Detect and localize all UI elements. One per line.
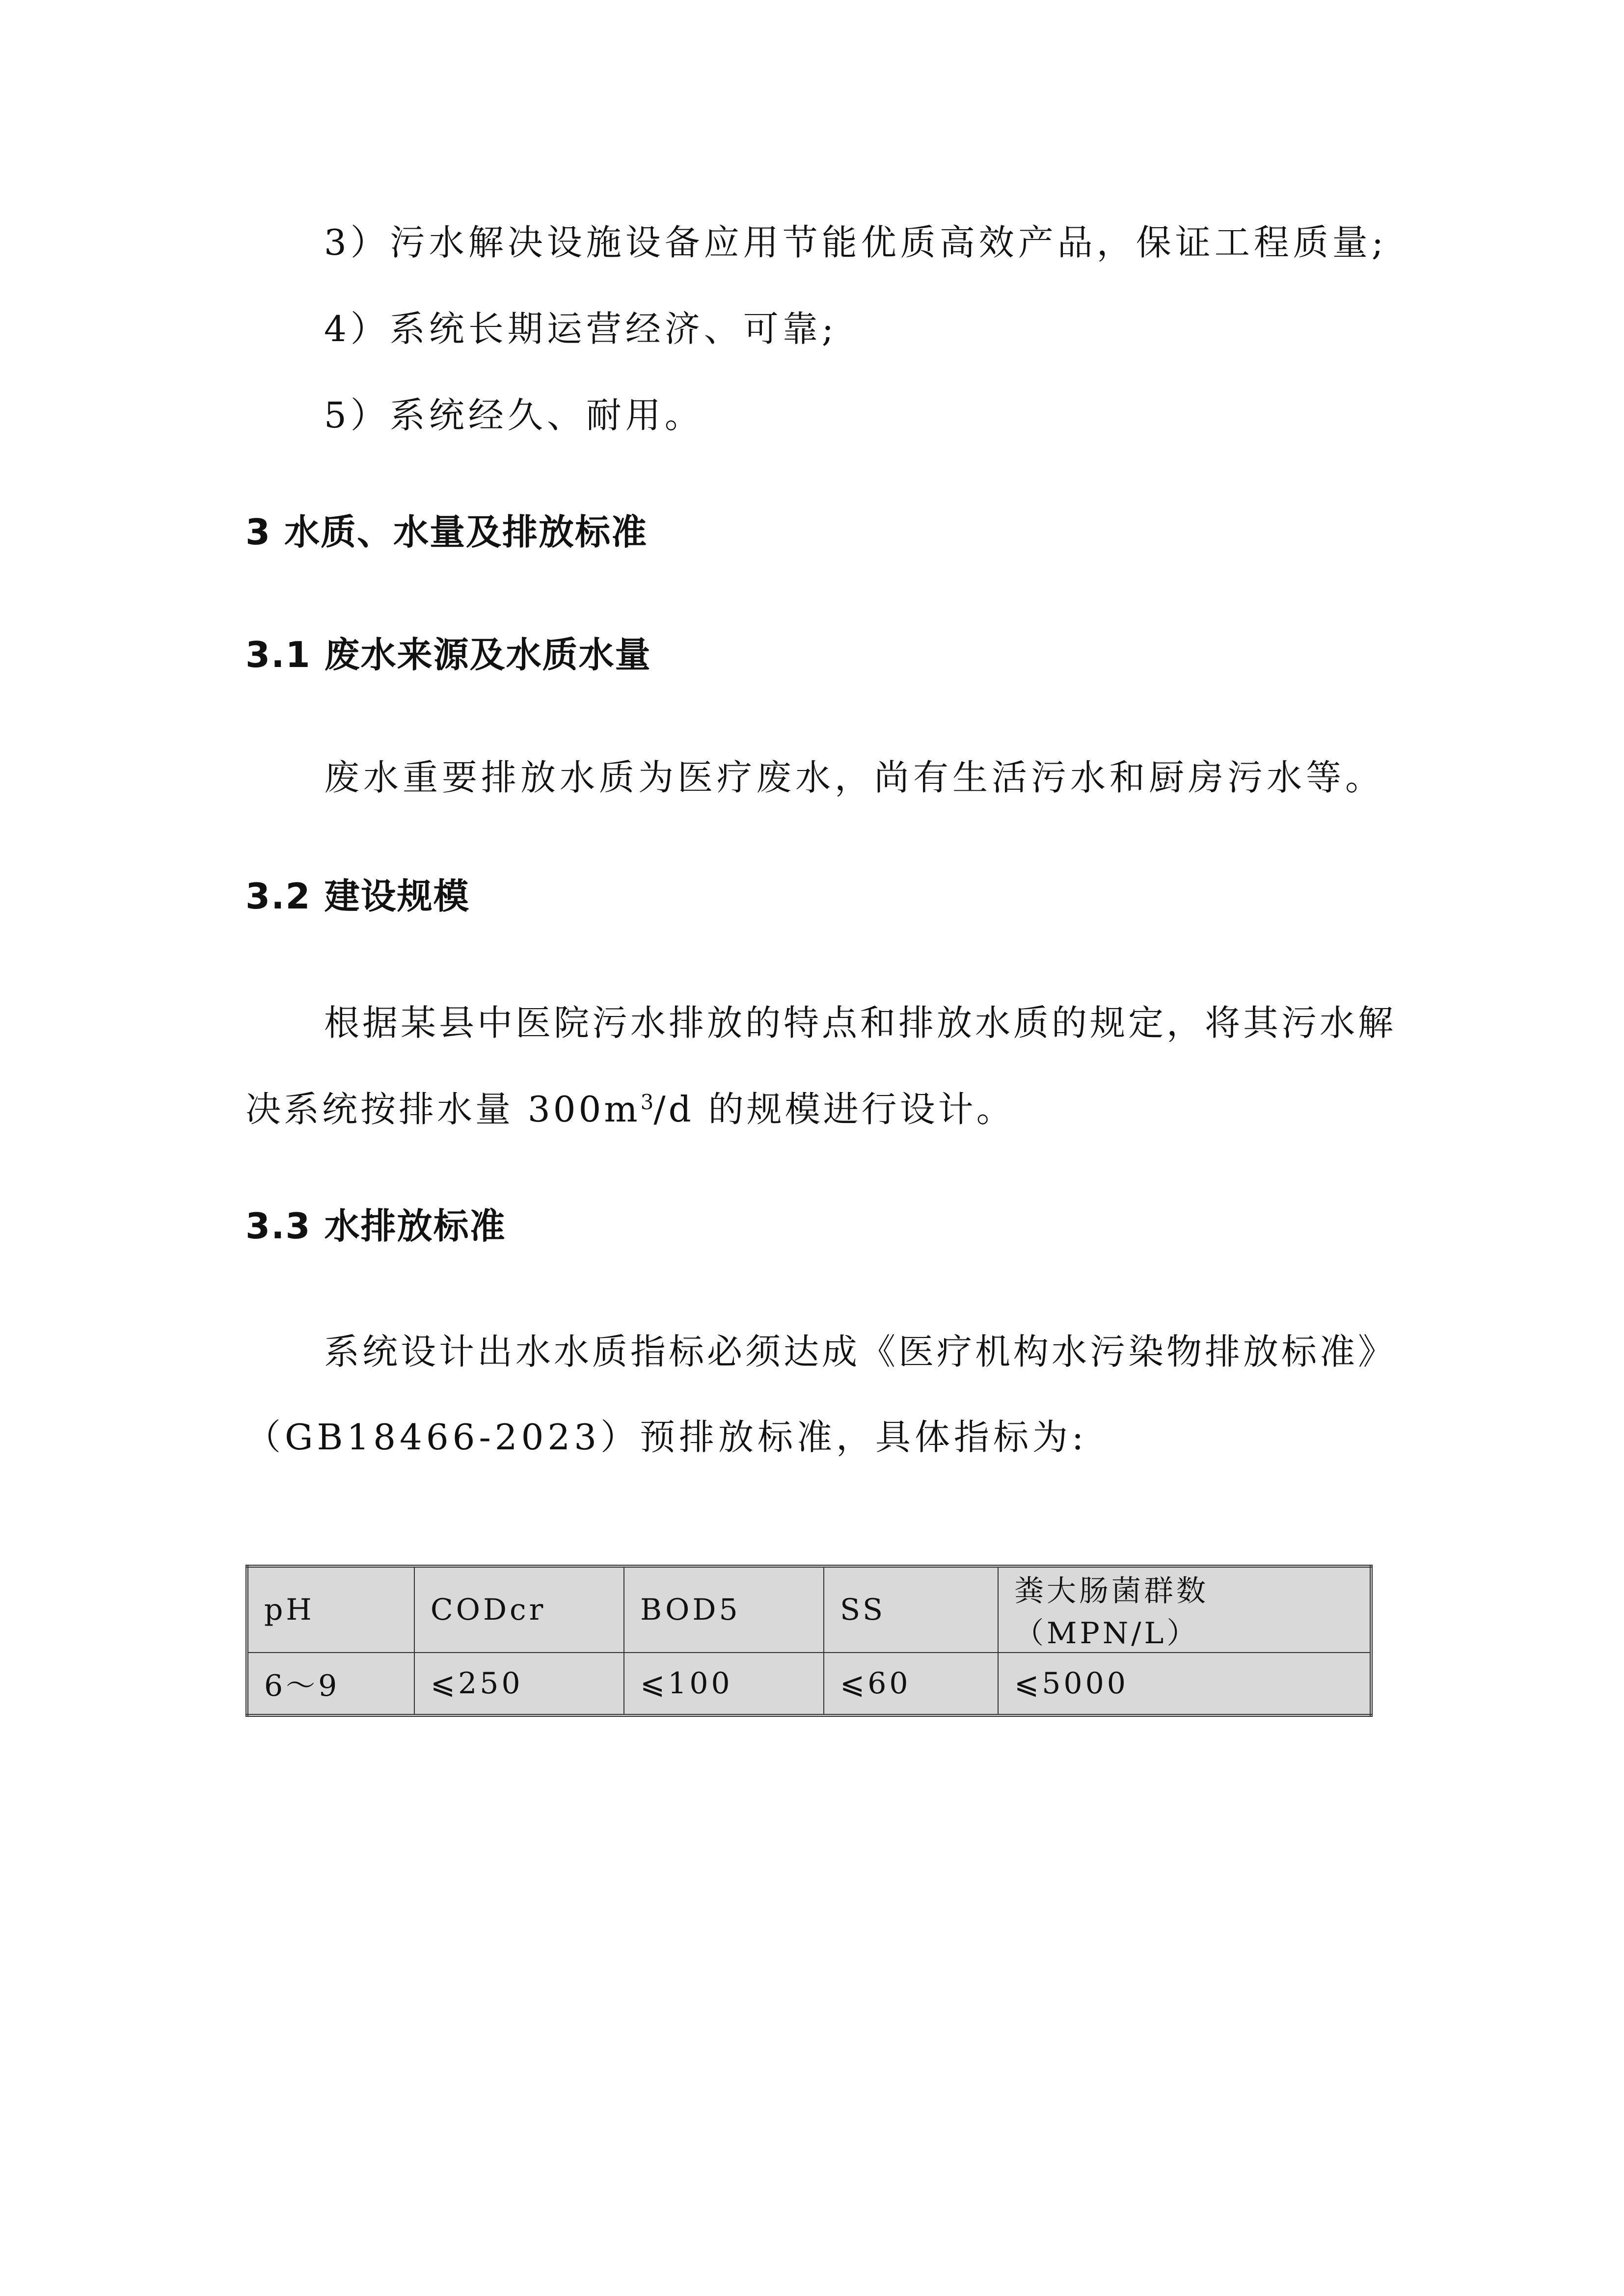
- section-3-3-body-line2: （GB18466-2023）预排放标准，具体指标为:: [245, 1416, 1088, 1458]
- list-item-3: 3）污水解决设施设备应用节能优质高效产品，保证工程质量;: [324, 222, 1388, 263]
- list-item-5: 5）系统经久、耐用。: [324, 395, 704, 436]
- scale-text-post: /d 的规模进行设计。: [653, 1089, 1015, 1130]
- section-3-2-heading: 3.2 建设规模: [245, 876, 470, 917]
- scale-text-pre: 决系统按排水量 300m: [245, 1089, 641, 1130]
- superscript-3: 3: [640, 1090, 654, 1114]
- table-header-row: [247, 1566, 1371, 1653]
- header-ph: pH: [247, 1566, 414, 1653]
- section-3-1-body: 废水重要排放水质为医疗废水，尚有生活污水和厨房污水等。: [324, 757, 1385, 798]
- discharge-standards-table: [245, 1565, 1373, 1717]
- header-ss: SS: [824, 1566, 998, 1653]
- section-3-2-body-line1: 根据某县中医院污水排放的特点和排放水质的规定，将其污水解: [324, 1002, 1397, 1043]
- list-item-4: 4）系统长期运营经济、可靠;: [324, 308, 838, 349]
- section-3-1-heading: 3.1 废水来源及水质水量: [245, 634, 651, 675]
- section-3-3-heading: 3.3 水排放标准: [245, 1205, 506, 1247]
- section-3-3-body-line1: 系统设计出水水质指标必须达成《医疗机构水污染物排放标准》: [324, 1331, 1397, 1372]
- header-bod5: BOD5: [624, 1566, 824, 1653]
- section-3-2-body-line2: [245, 1086, 1015, 1133]
- value-fecal-coliform: ⩽5000: [998, 1653, 1371, 1715]
- value-codcr: ⩽250: [414, 1653, 624, 1715]
- value-bod5: ⩽100: [624, 1653, 824, 1715]
- table-value-row: [247, 1653, 1371, 1715]
- header-fecal-coliform: 粪大肠菌群数（MPN/L）: [998, 1566, 1371, 1653]
- value-ph: 6～9: [247, 1653, 414, 1715]
- header-codcr: CODcr: [414, 1566, 624, 1653]
- value-ss: ⩽60: [824, 1653, 998, 1715]
- section-3-heading: 3 水质、水量及排放标准: [245, 511, 648, 553]
